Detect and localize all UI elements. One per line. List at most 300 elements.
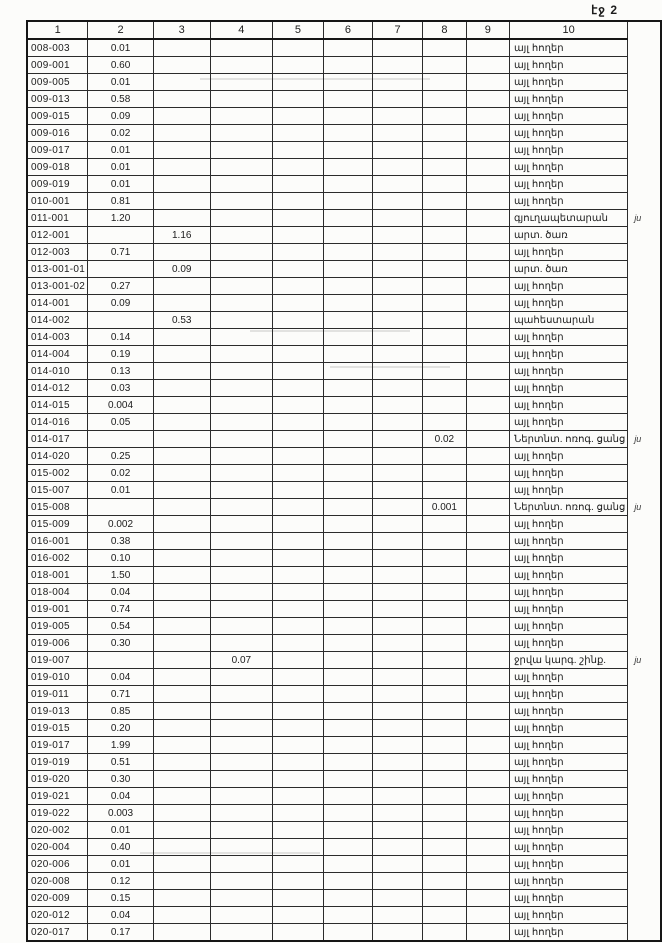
cell-area-value-col3: [153, 601, 210, 618]
header-margin-spacer: [628, 21, 661, 39]
cell-land-type: այլ հողեր: [509, 873, 627, 890]
cell-area-value-col9: [466, 907, 509, 924]
cell-parcel-code: 020-008: [27, 873, 88, 890]
cell-area-value-col4: [210, 329, 272, 346]
cell-area-value-col3: [153, 482, 210, 499]
cell-land-type: այլ հողեր: [509, 176, 627, 193]
cell-area-value-col8: [423, 312, 467, 329]
cell-area-value-col6: [323, 788, 372, 805]
cell-area-value-col6: [323, 550, 372, 567]
cell-land-type: այլ հողեր: [509, 567, 627, 584]
cell-parcel-code: 009-013: [27, 91, 88, 108]
cell-area-value-col4: [210, 890, 272, 907]
handwritten-note: [628, 601, 661, 618]
cell-land-type: արտ. ծառ: [509, 261, 627, 278]
cell-land-type: այլ հողեր: [509, 720, 627, 737]
cell-area-value-col9: [466, 805, 509, 822]
cell-area-value-col4: [210, 39, 272, 57]
cell-area-value-col5: [272, 907, 323, 924]
cell-area-value-col8: [423, 669, 467, 686]
cell-parcel-code: 018-004: [27, 584, 88, 601]
table-row: [27, 363, 661, 380]
handwritten-note: [628, 618, 661, 635]
cell-area-value-col2: 0.04: [88, 584, 153, 601]
handwritten-note: [628, 329, 661, 346]
cell-area-value-col4: [210, 448, 272, 465]
cell-area-value-col2: 0.04: [88, 669, 153, 686]
cell-area-value-col6: [323, 907, 372, 924]
table-row: [27, 176, 661, 193]
cell-area-value-col2: 0.40: [88, 839, 153, 856]
cell-area-value-col8: [423, 295, 467, 312]
cell-area-value-col4: [210, 686, 272, 703]
cell-area-value-col4: [210, 873, 272, 890]
cell-area-value-col7: [373, 176, 423, 193]
cell-area-value-col5: [272, 397, 323, 414]
cell-area-value-col2: 0.25: [88, 448, 153, 465]
table-row: [27, 142, 661, 159]
cell-parcel-code: 019-007: [27, 652, 88, 669]
cell-area-value-col7: [373, 74, 423, 91]
cell-area-value-col7: [373, 159, 423, 176]
cell-area-value-col2: [88, 261, 153, 278]
cell-area-value-col2: 0.27: [88, 278, 153, 295]
table-row: [27, 465, 661, 482]
cell-area-value-col8: [423, 108, 467, 125]
cell-area-value-col3: [153, 771, 210, 788]
cell-area-value-col4: [210, 414, 272, 431]
cell-land-type: այլ հողեր: [509, 635, 627, 652]
handwritten-note: [628, 805, 661, 822]
table-row: [27, 57, 661, 74]
cell-area-value-col8: [423, 618, 467, 635]
table-row: [27, 295, 661, 312]
cell-area-value-col7: [373, 431, 423, 448]
cell-area-value-col8: [423, 329, 467, 346]
cell-area-value-col6: [323, 193, 372, 210]
cell-area-value-col7: [373, 91, 423, 108]
cell-parcel-code: 014-016: [27, 414, 88, 431]
cell-area-value-col7: [373, 601, 423, 618]
cell-area-value-col7: [373, 550, 423, 567]
cell-area-value-col3: [153, 686, 210, 703]
cell-area-value-col8: [423, 720, 467, 737]
cell-area-value-col8: [423, 397, 467, 414]
cell-area-value-col8: [423, 924, 467, 942]
cell-area-value-col6: [323, 771, 372, 788]
handwritten-note: [628, 312, 661, 329]
cell-area-value-col3: 0.53: [153, 312, 210, 329]
cell-area-value-col6: [323, 924, 372, 942]
table-row: [27, 159, 661, 176]
cell-area-value-col2: 0.002: [88, 516, 153, 533]
cell-area-value-col9: [466, 618, 509, 635]
cell-area-value-col5: [272, 618, 323, 635]
cell-area-value-col8: [423, 91, 467, 108]
cell-parcel-code: 013-001-01: [27, 261, 88, 278]
cell-land-type: այլ հողեր: [509, 346, 627, 363]
cell-area-value-col3: [153, 57, 210, 74]
cell-area-value-col9: [466, 601, 509, 618]
table-row: [27, 635, 661, 652]
cell-area-value-col6: [323, 397, 372, 414]
cell-area-value-col3: [153, 533, 210, 550]
cell-area-value-col5: [272, 720, 323, 737]
cell-land-type: այլ հողեր: [509, 142, 627, 159]
cell-area-value-col3: [153, 873, 210, 890]
cell-area-value-col2: 0.09: [88, 108, 153, 125]
handwritten-note: [628, 669, 661, 686]
cell-area-value-col6: [323, 108, 372, 125]
table-row: [27, 312, 661, 329]
column-header-4: 4: [210, 21, 272, 39]
cell-area-value-col6: [323, 601, 372, 618]
cell-area-value-col3: [153, 635, 210, 652]
cell-land-type: այլ հողեր: [509, 329, 627, 346]
cell-area-value-col3: [153, 499, 210, 516]
cell-area-value-col5: [272, 108, 323, 125]
cell-area-value-col5: [272, 805, 323, 822]
cell-area-value-col2: 1.99: [88, 737, 153, 754]
cell-land-type: այլ հողեր: [509, 108, 627, 125]
column-header-7: 7: [373, 21, 423, 39]
cell-area-value-col7: [373, 567, 423, 584]
handwritten-note: [628, 924, 661, 942]
cell-area-value-col2: 0.20: [88, 720, 153, 737]
handwritten-note: [628, 771, 661, 788]
cell-area-value-col5: [272, 414, 323, 431]
cell-parcel-code: 019-022: [27, 805, 88, 822]
cell-parcel-code: 014-002: [27, 312, 88, 329]
cell-area-value-col5: [272, 465, 323, 482]
cell-parcel-code: 020-017: [27, 924, 88, 942]
table-row: [27, 839, 661, 856]
cell-area-value-col9: [466, 499, 509, 516]
column-header-6: 6: [323, 21, 372, 39]
cell-area-value-col3: [153, 737, 210, 754]
column-header-9: 9: [466, 21, 509, 39]
cell-area-value-col5: [272, 601, 323, 618]
cell-area-value-col2: 0.01: [88, 856, 153, 873]
handwritten-note: [628, 788, 661, 805]
cell-area-value-col9: [466, 856, 509, 873]
cell-area-value-col9: [466, 244, 509, 261]
cell-area-value-col4: [210, 499, 272, 516]
cell-area-value-col3: [153, 278, 210, 295]
cell-parcel-code: 009-005: [27, 74, 88, 91]
cell-area-value-col5: [272, 210, 323, 227]
cell-land-type: այլ հողեր: [509, 754, 627, 771]
cell-area-value-col5: [272, 550, 323, 567]
cell-area-value-col5: [272, 431, 323, 448]
cell-area-value-col9: [466, 890, 509, 907]
cell-area-value-col2: 0.04: [88, 907, 153, 924]
cell-area-value-col4: [210, 431, 272, 448]
cell-area-value-col6: [323, 278, 372, 295]
cell-area-value-col3: [153, 703, 210, 720]
handwritten-note: [628, 244, 661, 261]
cell-area-value-col5: [272, 788, 323, 805]
handwritten-note: [628, 873, 661, 890]
cell-area-value-col9: [466, 57, 509, 74]
cell-area-value-col2: 0.17: [88, 924, 153, 942]
page-number-label: էջ 2: [591, 3, 618, 17]
cell-area-value-col8: [423, 907, 467, 924]
handwritten-note: [628, 91, 661, 108]
cell-area-value-col2: 0.30: [88, 635, 153, 652]
cell-area-value-col9: [466, 380, 509, 397]
cell-area-value-col8: [423, 567, 467, 584]
cell-area-value-col7: [373, 312, 423, 329]
cell-area-value-col3: [153, 74, 210, 91]
cell-area-value-col2: 0.01: [88, 176, 153, 193]
cell-area-value-col3: [153, 567, 210, 584]
cell-area-value-col3: [153, 839, 210, 856]
cell-area-value-col5: [272, 193, 323, 210]
cell-area-value-col5: [272, 499, 323, 516]
cell-area-value-col4: [210, 312, 272, 329]
handwritten-note: [628, 584, 661, 601]
cell-area-value-col8: [423, 74, 467, 91]
cell-area-value-col7: [373, 465, 423, 482]
cell-area-value-col8: [423, 125, 467, 142]
cell-area-value-col9: [466, 550, 509, 567]
cell-area-value-col2: 0.05: [88, 414, 153, 431]
handwritten-note: [628, 635, 661, 652]
table-row: [27, 380, 661, 397]
cell-area-value-col3: [153, 805, 210, 822]
cell-area-value-col7: [373, 210, 423, 227]
table-row: [27, 227, 661, 244]
cell-area-value-col4: [210, 839, 272, 856]
cell-area-value-col5: [272, 669, 323, 686]
cell-area-value-col6: [323, 635, 372, 652]
cell-area-value-col9: [466, 788, 509, 805]
cell-area-value-col9: [466, 754, 509, 771]
cell-area-value-col4: [210, 363, 272, 380]
cell-area-value-col9: [466, 516, 509, 533]
handwritten-note: [628, 703, 661, 720]
cell-area-value-col7: [373, 261, 423, 278]
cell-area-value-col8: [423, 380, 467, 397]
cell-area-value-col4: [210, 193, 272, 210]
cell-parcel-code: 019-001: [27, 601, 88, 618]
cell-parcel-code: 020-012: [27, 907, 88, 924]
cell-area-value-col4: [210, 635, 272, 652]
cell-area-value-col2: 0.60: [88, 57, 153, 74]
cell-area-value-col2: 0.81: [88, 193, 153, 210]
cell-area-value-col6: [323, 482, 372, 499]
table-row: [27, 771, 661, 788]
cell-area-value-col4: [210, 125, 272, 142]
cell-area-value-col9: [466, 108, 509, 125]
cell-area-value-col7: [373, 397, 423, 414]
cell-area-value-col3: [153, 329, 210, 346]
cell-area-value-col9: [466, 74, 509, 91]
handwritten-note: [628, 176, 661, 193]
table-row: [27, 261, 661, 278]
cell-parcel-code: 015-009: [27, 516, 88, 533]
cell-area-value-col9: [466, 720, 509, 737]
cell-area-value-col6: [323, 533, 372, 550]
cell-area-value-col4: [210, 482, 272, 499]
column-header-5: 5: [272, 21, 323, 39]
cell-area-value-col4: [210, 907, 272, 924]
cell-area-value-col3: [153, 720, 210, 737]
cell-area-value-col6: [323, 431, 372, 448]
table-row: [27, 397, 661, 414]
cell-land-type: այլ հողեր: [509, 39, 627, 57]
cell-area-value-col9: [466, 635, 509, 652]
cell-land-type: այլ հողեր: [509, 584, 627, 601]
cell-area-value-col6: [323, 176, 372, 193]
cell-area-value-col6: [323, 839, 372, 856]
cell-area-value-col2: 0.12: [88, 873, 153, 890]
cell-area-value-col4: [210, 57, 272, 74]
cell-area-value-col6: [323, 39, 372, 57]
cell-area-value-col8: [423, 448, 467, 465]
cell-area-value-col2: 0.14: [88, 329, 153, 346]
cell-land-type: այլ հողեր: [509, 482, 627, 499]
column-header-2: 2: [88, 21, 153, 39]
cell-area-value-col5: [272, 244, 323, 261]
cell-parcel-code: 020-002: [27, 822, 88, 839]
cell-area-value-col5: [272, 703, 323, 720]
cell-area-value-col7: [373, 295, 423, 312]
data-table: [26, 20, 662, 942]
table-row: [27, 278, 661, 295]
handwritten-note: [628, 907, 661, 924]
cell-area-value-col7: [373, 499, 423, 516]
cell-parcel-code: 015-008: [27, 499, 88, 516]
cell-land-type: այլ հողեր: [509, 125, 627, 142]
cell-area-value-col4: [210, 346, 272, 363]
handwritten-note: [628, 516, 661, 533]
cell-area-value-col3: [153, 465, 210, 482]
cell-parcel-code: 014-017: [27, 431, 88, 448]
cell-area-value-col4: [210, 737, 272, 754]
cell-area-value-col6: [323, 669, 372, 686]
cell-area-value-col9: [466, 193, 509, 210]
handwritten-note: [628, 737, 661, 754]
handwritten-note: [628, 39, 661, 57]
cell-area-value-col8: [423, 856, 467, 873]
cell-parcel-code: 019-019: [27, 754, 88, 771]
cell-area-value-col2: 0.74: [88, 601, 153, 618]
cell-area-value-col9: [466, 839, 509, 856]
cell-area-value-col3: [153, 176, 210, 193]
cell-area-value-col5: [272, 754, 323, 771]
table-row: [27, 329, 661, 346]
table-row: [27, 618, 661, 635]
cell-area-value-col8: [423, 771, 467, 788]
cell-area-value-col3: [153, 754, 210, 771]
cell-area-value-col7: [373, 839, 423, 856]
cell-area-value-col3: [153, 448, 210, 465]
cell-parcel-code: 009-001: [27, 57, 88, 74]
cell-area-value-col2: [88, 227, 153, 244]
cell-area-value-col8: [423, 788, 467, 805]
cell-area-value-col6: [323, 584, 372, 601]
cell-area-value-col7: [373, 584, 423, 601]
cell-land-type: այլ հողեր: [509, 669, 627, 686]
handwritten-note: [628, 720, 661, 737]
cell-area-value-col2: 0.54: [88, 618, 153, 635]
cell-parcel-code: 008-003: [27, 39, 88, 57]
cell-parcel-code: 019-010: [27, 669, 88, 686]
cell-area-value-col9: [466, 873, 509, 890]
table-row: [27, 74, 661, 91]
cell-area-value-col3: [153, 159, 210, 176]
table-row: [27, 924, 661, 942]
cell-area-value-col8: 0.02: [423, 431, 467, 448]
cell-parcel-code: 014-015: [27, 397, 88, 414]
cell-area-value-col6: [323, 567, 372, 584]
cell-area-value-col2: 0.003: [88, 805, 153, 822]
cell-area-value-col9: [466, 686, 509, 703]
cell-area-value-col4: [210, 720, 272, 737]
cell-area-value-col5: [272, 159, 323, 176]
cell-area-value-col9: [466, 771, 509, 788]
cell-area-value-col9: [466, 346, 509, 363]
cell-area-value-col5: [272, 635, 323, 652]
cell-area-value-col8: [423, 652, 467, 669]
handwritten-note: [628, 346, 661, 363]
cell-parcel-code: 009-017: [27, 142, 88, 159]
cell-area-value-col4: [210, 159, 272, 176]
cell-area-value-col8: [423, 193, 467, 210]
cell-area-value-col7: [373, 227, 423, 244]
cell-area-value-col3: [153, 244, 210, 261]
cell-area-value-col2: 0.58: [88, 91, 153, 108]
cell-area-value-col6: [323, 380, 372, 397]
cell-area-value-col3: [153, 669, 210, 686]
cell-area-value-col5: [272, 737, 323, 754]
cell-area-value-col2: 0.01: [88, 822, 153, 839]
cell-area-value-col5: [272, 686, 323, 703]
table-row: [27, 686, 661, 703]
cell-area-value-col2: 0.15: [88, 890, 153, 907]
cell-area-value-col8: [423, 261, 467, 278]
cell-area-value-col8: [423, 839, 467, 856]
cell-area-value-col5: [272, 584, 323, 601]
cell-parcel-code: 009-019: [27, 176, 88, 193]
cell-parcel-code: 019-021: [27, 788, 88, 805]
cell-area-value-col5: [272, 125, 323, 142]
cell-land-type: այլ հողեր: [509, 533, 627, 550]
cell-area-value-col4: [210, 380, 272, 397]
cell-area-value-col4: [210, 618, 272, 635]
table-row: [27, 533, 661, 550]
cell-area-value-col4: [210, 788, 272, 805]
cell-area-value-col9: [466, 448, 509, 465]
cell-area-value-col8: [423, 346, 467, 363]
cell-area-value-col5: [272, 771, 323, 788]
handwritten-note: [628, 550, 661, 567]
cell-area-value-col3: [153, 788, 210, 805]
handwritten-note: [628, 839, 661, 856]
column-header-10: 10: [509, 21, 627, 39]
cell-area-value-col9: [466, 567, 509, 584]
cell-parcel-code: 014-001: [27, 295, 88, 312]
cell-area-value-col7: [373, 805, 423, 822]
cell-land-type: այլ հողեր: [509, 363, 627, 380]
cell-area-value-col5: [272, 856, 323, 873]
cell-area-value-col7: [373, 822, 423, 839]
table-row: [27, 125, 661, 142]
cell-area-value-col9: [466, 924, 509, 942]
cell-area-value-col5: [272, 295, 323, 312]
